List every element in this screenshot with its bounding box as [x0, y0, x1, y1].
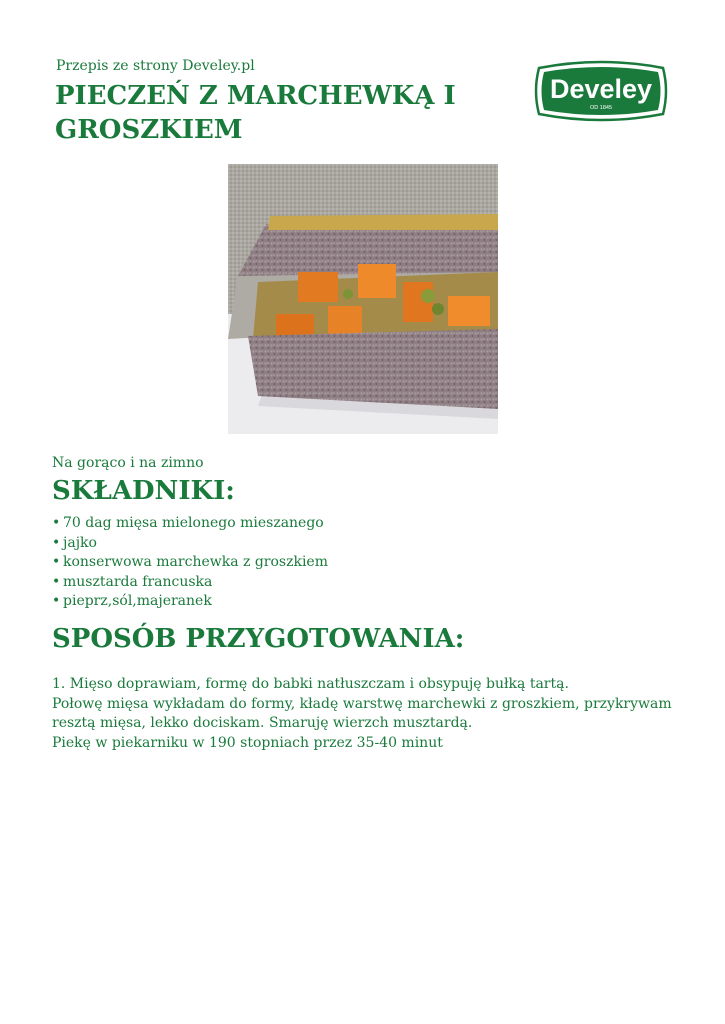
ingredient-item: • jajko	[52, 534, 328, 554]
title-line-1: PIECZEŃ Z MARCHEWKĄ I	[55, 81, 456, 111]
method-line: Połowę mięsa wykładam do formy, kładę warstwę marchewki z groszkiem, przykrywam	[52, 695, 672, 712]
ingredient-item: • 70 dag mięsa mielonego mieszanego	[52, 514, 328, 534]
source-line: Przepis ze strony Develey.pl	[56, 58, 255, 74]
ingredient-item: • musztarda francuska	[52, 573, 328, 593]
svg-text:Develey: Develey	[549, 74, 653, 104]
ingredient-item: • pieprz,sól,majeranek	[52, 592, 328, 612]
develey-logo	[533, 58, 669, 124]
method-line: 1. Mięso doprawiam, formę do babki natłuszczam i obsypuję bułką tartą.	[52, 676, 569, 692]
ingredients-list	[52, 514, 328, 612]
serving-note: Na gorąco i na zimno	[52, 455, 204, 471]
ingredient-item: • konserwowa marchewka z groszkiem	[52, 553, 328, 573]
method-text	[52, 675, 672, 753]
title-line-2: GROSZKIEM	[55, 115, 243, 145]
svg-text:OD 1845: OD 1845	[589, 105, 613, 111]
method-heading: SPOSÓB PRZYGOTOWANIA:	[52, 624, 465, 654]
ingredients-heading: SKŁADNIKI:	[52, 476, 235, 506]
recipe-title	[55, 79, 495, 147]
method-line: Piekę w piekarniku w 190 stopniach przez 35-40 minut	[52, 734, 443, 751]
method-line: resztą mięsa, lekko dociskam. Smaruję wierzch musztardą.	[52, 715, 473, 732]
meatloaf-photo	[228, 164, 498, 434]
